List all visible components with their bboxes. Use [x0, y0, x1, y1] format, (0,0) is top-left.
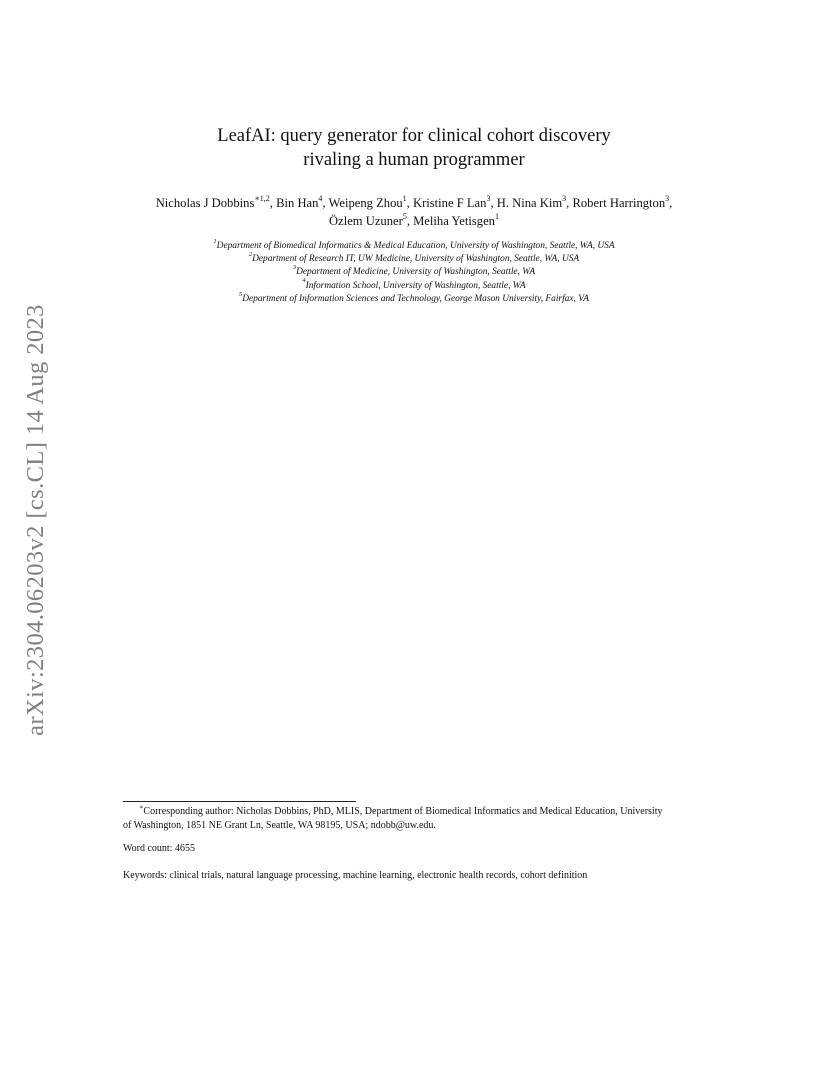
author-affiliation-marker: 1: [494, 211, 499, 221]
author-name: , Robert Harrington: [566, 196, 666, 210]
author-affiliation-marker: ∗1,2: [254, 193, 270, 203]
footnote-marker: ∗: [139, 803, 144, 811]
footnote-divider: [123, 801, 356, 802]
author-affiliation-marker: 3: [665, 193, 670, 203]
affiliation-number: 4: [302, 277, 306, 285]
affiliation-text: Information School, University of Washington, Seattle, WA: [305, 280, 526, 291]
paper-title: [0, 124, 828, 172]
affiliation-2: [0, 253, 828, 266]
author-name: , Meliha Yetisgen: [406, 214, 495, 228]
author-separator: ,: [669, 196, 673, 210]
author-name: , Weipeng Zhou: [322, 196, 403, 210]
author-affiliation-marker: 4: [318, 193, 323, 203]
author-name: , Bin Han: [269, 196, 319, 210]
affiliation-text: Department of Medicine, University of Washington, Seattle, WA: [296, 267, 536, 278]
affiliation-text: Department of Biomedical Informatics & Medical Education, University of Washington, Seattle, WA, USA: [216, 241, 615, 251]
author-name: , Kristine F Lan: [406, 196, 487, 210]
footnote-text: Corresponding author: Nicholas Dobbins, PhD, MLIS, Department of Biomedical Informatics and Medical Education, University: [143, 806, 663, 817]
affiliation-number: 2: [248, 251, 253, 259]
affiliation-list: [0, 237, 828, 306]
author-line-2: [0, 212, 828, 230]
keywords-line: Keywords: clinical trials, natural language processing, machine learning, electronic health records, cohort definition: [123, 870, 588, 881]
author-name: Nicholas J Dobbins: [155, 196, 255, 210]
author-line-1: [0, 194, 828, 212]
title-line-1: LeafAI: query generator for clinical cohort discovery: [217, 126, 611, 146]
arxiv-identifier-stamp: arXiv:2304.06203v2 [cs.CL] 14 Aug 2023: [22, 304, 49, 736]
author-affiliation-marker: 5: [402, 211, 407, 221]
author-name: , H. Nina Kim: [490, 196, 563, 210]
footnote-line-1: [123, 805, 707, 819]
author-affiliation-marker: 1: [402, 193, 407, 203]
author-affiliation-marker: 3: [562, 193, 567, 203]
affiliation-text: Department of Information Sciences and Technology, George Mason University, Fairfax, VA: [242, 293, 589, 304]
affiliation-number: 5: [239, 290, 243, 298]
word-count: Word count: 4655: [123, 843, 195, 854]
affiliation-4: [0, 277, 828, 293]
affiliation-5: [0, 290, 828, 306]
affiliation-number: 1: [213, 237, 217, 245]
author-name: Özlem Uzuner: [329, 214, 403, 228]
affiliation-number: 3: [292, 264, 297, 272]
affiliation-3: [0, 266, 828, 279]
footnote-line-2: of Washington, 1851 NE Grant Ln, Seattle, WA 98195, USA; ndobb@uw.edu.: [123, 820, 436, 831]
corresponding-author-footnote: [123, 805, 707, 833]
affiliation-1: [0, 237, 828, 253]
title-line-2: rivaling a human programmer: [303, 150, 525, 170]
author-list: [0, 194, 828, 230]
author-affiliation-marker: 3: [486, 193, 491, 203]
affiliation-text: Department of Research IT, UW Medicine, University of Washington, Seattle, WA, USA: [252, 254, 580, 265]
